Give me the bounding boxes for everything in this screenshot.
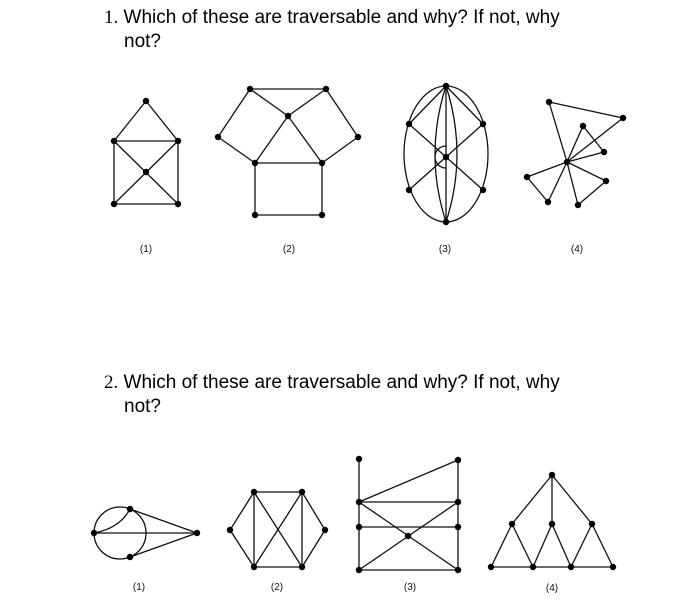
question-1-number: 1. bbox=[104, 7, 119, 28]
q1-graph-4-label: (4) bbox=[570, 244, 584, 255]
q1-graph-1 bbox=[111, 98, 181, 255]
question-1 bbox=[104, 6, 560, 54]
q1-graph-2-label: (2) bbox=[282, 244, 296, 255]
question-2-number: 2. bbox=[104, 372, 119, 393]
q1-graph-4 bbox=[524, 99, 626, 255]
q2-graph-3 bbox=[356, 456, 461, 593]
q1-graph-1-label: (1) bbox=[139, 244, 153, 255]
q2-graph-1-label: (1) bbox=[132, 582, 146, 593]
question-2-graphs bbox=[0, 450, 700, 605]
q1-graph-3-label: (3) bbox=[438, 244, 452, 255]
q2-graph-4-label: (4) bbox=[545, 583, 559, 594]
q2-graph-2-label: (2) bbox=[270, 582, 284, 593]
q2-graph-3-label: (3) bbox=[403, 582, 417, 593]
question-2-text-line2: not? bbox=[124, 396, 161, 417]
question-2 bbox=[104, 371, 560, 419]
q2-graph-2 bbox=[227, 489, 328, 593]
question-1-graphs bbox=[0, 90, 700, 265]
q1-graph-3 bbox=[404, 83, 488, 255]
question-1-text-line1: Which of these are traversable and why? If not, why bbox=[123, 7, 560, 28]
question-1-text-line2: not? bbox=[124, 31, 161, 52]
q2-graph-1 bbox=[91, 506, 200, 593]
question-2-text-line1: Which of these are traversable and why? If not, why bbox=[123, 372, 560, 393]
q2-graph-4 bbox=[488, 472, 616, 594]
q1-graph-2 bbox=[215, 86, 361, 255]
